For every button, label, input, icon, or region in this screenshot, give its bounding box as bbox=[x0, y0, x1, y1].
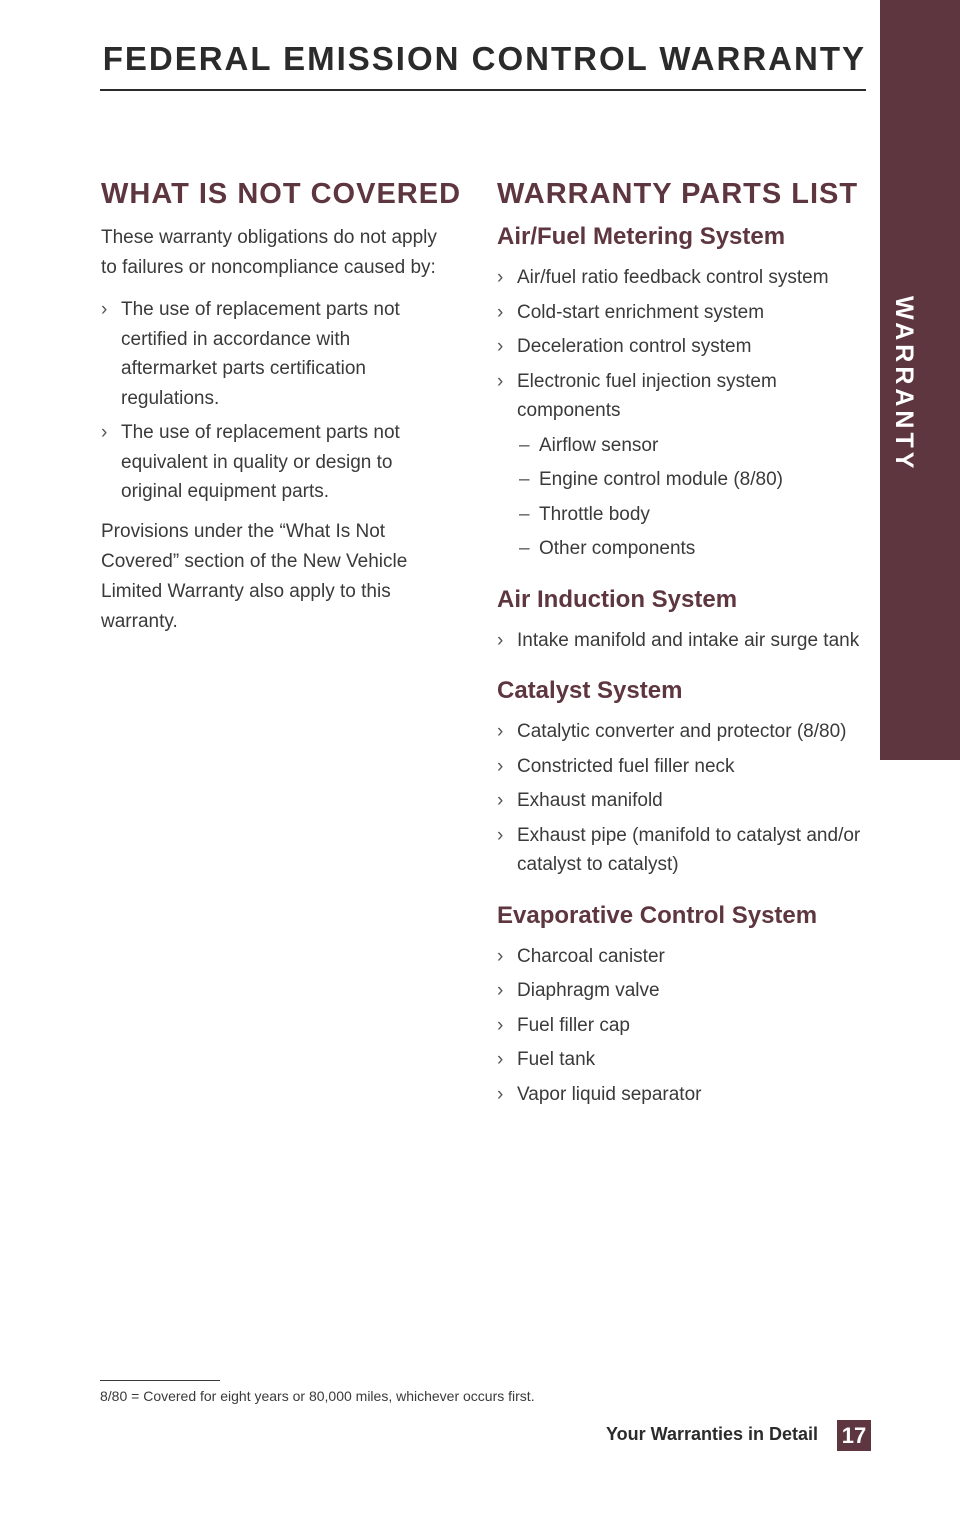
dash-icon: – bbox=[519, 434, 530, 456]
dash-icon: – bbox=[519, 503, 530, 525]
page-number: 17 bbox=[837, 1420, 871, 1451]
chevron-right-icon: › bbox=[101, 422, 108, 443]
title-divider bbox=[100, 89, 866, 91]
chevron-right-icon: › bbox=[497, 945, 504, 967]
sub-list-item-text: Engine control module (8/80) bbox=[539, 469, 783, 490]
dash-icon: – bbox=[519, 469, 530, 490]
list-item bbox=[101, 418, 451, 507]
list-item bbox=[497, 717, 867, 747]
sub-list-item-text: Airflow sensor bbox=[539, 434, 659, 456]
section-title-air-fuel: Air/Fuel Metering System bbox=[497, 223, 786, 250]
footer-section-name: Your Warranties in Detail bbox=[605, 1424, 818, 1444]
sub-list-item bbox=[497, 500, 867, 530]
evaporative-list bbox=[497, 942, 867, 1110]
chevron-right-icon: › bbox=[497, 301, 504, 323]
chevron-right-icon: › bbox=[497, 755, 504, 777]
list-item bbox=[497, 752, 867, 782]
list-item-text: Intake manifold and intake air surge tank bbox=[517, 629, 860, 651]
chevron-right-icon: › bbox=[101, 299, 108, 320]
list-item bbox=[497, 1045, 867, 1075]
list-item bbox=[497, 1011, 867, 1041]
chevron-right-icon: › bbox=[497, 1083, 504, 1105]
list-item-text: Air/fuel ratio feedback control system bbox=[517, 267, 829, 288]
list-item-text: The use of replacement parts not certified in accordance with aftermarket parts certification regulations. bbox=[121, 299, 400, 409]
dash-icon: – bbox=[519, 538, 530, 559]
not-covered-closing: Provisions under the “What Is Not Covered” section of the New Vehicle Limited Warranty also apply to this warranty. bbox=[101, 520, 408, 632]
list-item-text: The use of replacement parts not equivalent in quality or design to original equipment parts. bbox=[121, 422, 400, 502]
list-item bbox=[497, 821, 867, 880]
list-item bbox=[497, 976, 867, 1006]
list-item-text: Exhaust manifold bbox=[517, 790, 663, 811]
chevron-right-icon: › bbox=[497, 629, 504, 651]
not-covered-list bbox=[101, 295, 451, 507]
list-item-text: Vapor liquid separator bbox=[517, 1083, 702, 1105]
list-item-text: Charcoal canister bbox=[517, 945, 665, 967]
list-item-text: Constricted fuel filler neck bbox=[517, 755, 735, 777]
page-title: FEDERAL EMISSION CONTROL WARRANTY bbox=[102, 40, 866, 77]
list-item-text: Fuel filler cap bbox=[517, 1014, 630, 1036]
list-item-text: Fuel tank bbox=[517, 1049, 596, 1070]
chevron-right-icon: › bbox=[497, 1049, 504, 1070]
section-title-air-induction: Air Induction System bbox=[497, 585, 738, 613]
chevron-right-icon: › bbox=[497, 824, 504, 846]
air-induction-list bbox=[497, 626, 867, 656]
list-item bbox=[497, 786, 867, 816]
sub-list-item bbox=[497, 465, 867, 495]
catalyst-list bbox=[497, 717, 867, 880]
chevron-right-icon: › bbox=[497, 370, 504, 392]
parts-list-column bbox=[497, 178, 867, 1119]
list-item-text: Exhaust pipe (manifold to catalyst and/or catalyst to catalyst) bbox=[517, 824, 861, 875]
section-title-evaporative: Evaporative Control System bbox=[497, 901, 818, 929]
sub-list-item bbox=[497, 534, 867, 564]
sub-list-item bbox=[497, 431, 867, 461]
list-item-text: Electronic fuel injection system components bbox=[517, 370, 777, 421]
list-item bbox=[497, 1080, 867, 1110]
chevron-right-icon: › bbox=[497, 721, 504, 742]
list-item bbox=[101, 295, 451, 413]
list-item-text: Diaphragm valve bbox=[517, 980, 660, 1001]
list-item-text: Catalytic converter and protector (8/80) bbox=[517, 721, 847, 742]
chevron-right-icon: › bbox=[497, 790, 504, 811]
not-covered-intro: These warranty obligations do not apply to failures or noncompliance caused by: bbox=[101, 227, 437, 278]
air-fuel-list bbox=[497, 263, 867, 564]
chevron-right-icon: › bbox=[497, 267, 504, 288]
footnote: 8/80 = Covered for eight years or 80,000 miles, whichever occurs first. bbox=[100, 1388, 535, 1404]
list-item bbox=[497, 263, 867, 293]
side-tab-label: WARRANTY bbox=[890, 296, 918, 473]
list-item bbox=[497, 942, 867, 972]
sub-list-item-text: Throttle body bbox=[539, 503, 650, 525]
chevron-right-icon: › bbox=[497, 1014, 504, 1036]
list-item bbox=[497, 332, 867, 362]
chevron-right-icon: › bbox=[497, 980, 504, 1001]
footnote-divider bbox=[100, 1380, 220, 1381]
chevron-right-icon: › bbox=[497, 336, 504, 357]
list-item bbox=[497, 367, 867, 426]
parts-list-heading: WARRANTY PARTS LIST bbox=[497, 178, 859, 210]
sub-list-item-text: Other components bbox=[539, 538, 696, 559]
list-item-text: Deceleration control system bbox=[517, 336, 752, 357]
not-covered-column bbox=[101, 178, 462, 649]
list-item-text: Cold-start enrichment system bbox=[517, 301, 765, 323]
not-covered-heading: WHAT IS NOT COVERED bbox=[101, 178, 462, 210]
section-title-catalyst: Catalyst System bbox=[497, 677, 683, 704]
list-item bbox=[497, 298, 867, 328]
list-item bbox=[497, 626, 867, 656]
